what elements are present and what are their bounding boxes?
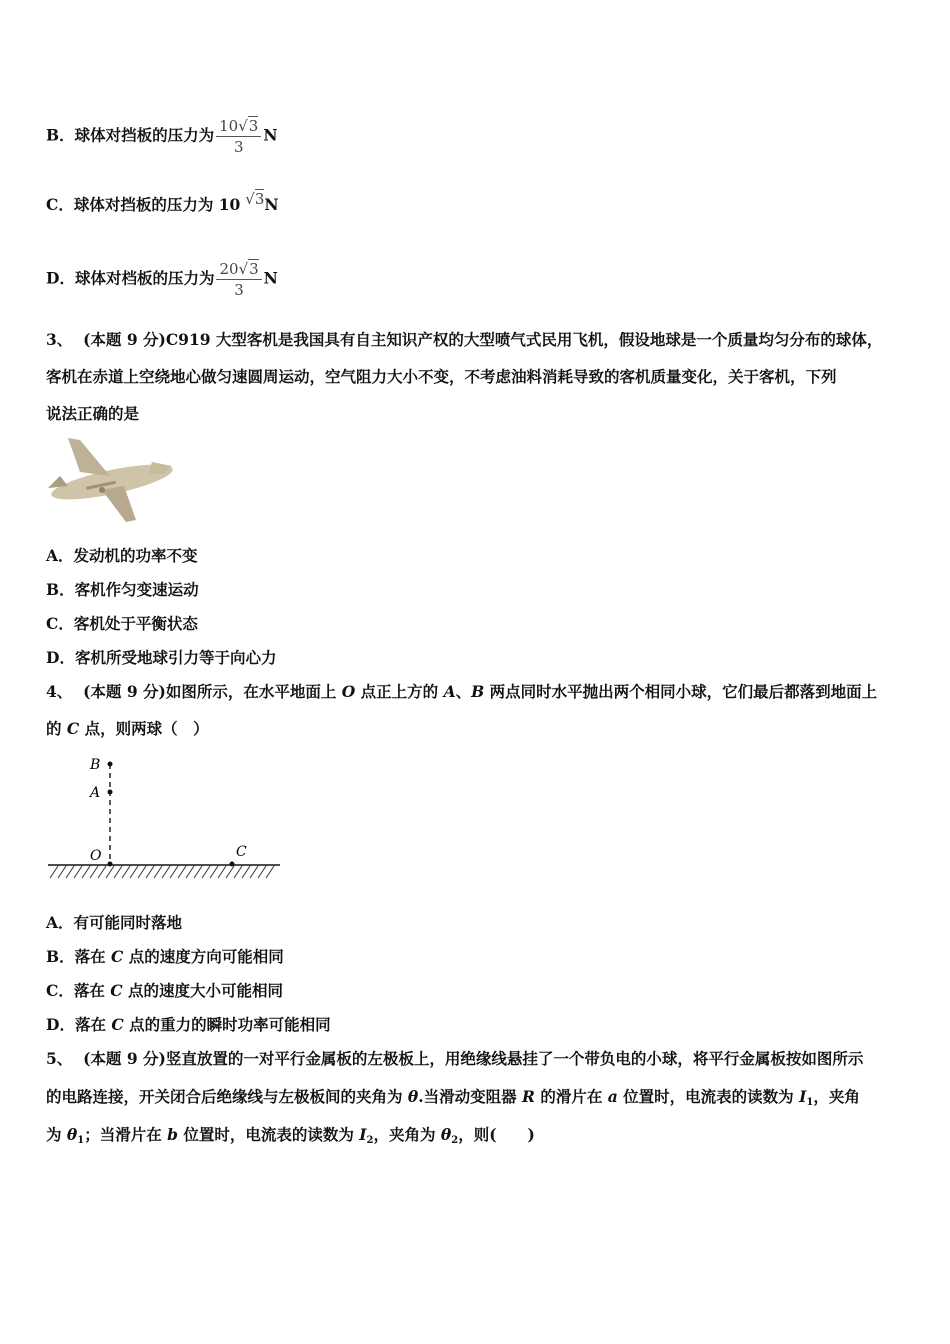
q3-option-c[interactable]: C．客机处于平衡状态 [46, 614, 198, 633]
q4-option-b[interactable]: B．落在 C 点的速度方向可能相同 [46, 947, 284, 966]
q3-option-d[interactable]: D．客机所受地球引力等于向心力 [46, 648, 277, 667]
fraction: $\frac{20√3}{3}$ [216, 259, 261, 300]
q2-option-b[interactable] [46, 116, 278, 157]
projectile-figure [44, 752, 284, 884]
fraction: $\frac{10√3}{3}$ [216, 116, 261, 157]
label-a: A [90, 785, 101, 801]
option-text: 球体对档板的压力为 [74, 268, 215, 288]
q4-stem-line1: 4、 (本题 9 分)如图所示，在水平地面上 O 点正上方的 A、B 两点同时水平抛出两个相同小球，它们最后都落到地面上 [46, 682, 878, 701]
q3-stem-line1: 3、 (本题 9 分)C919 大型客机是我国具有自主知识产权的大型喷气式民用飞机，假设地球是一个质量均匀分布的球体， [46, 330, 883, 349]
option-text: 球体对挡板的压力为 [74, 125, 215, 145]
option-letter: B． [46, 125, 75, 145]
q5-stem-line1: 5、 (本题 9 分)竖直放置的一对平行金属板的左极板上，用绝缘线悬挂了一个带负电的小球，将平行金属板按如图所示 [46, 1049, 864, 1068]
q2-option-c[interactable] [46, 190, 279, 215]
sqrt-expr: √3 [245, 190, 265, 208]
q4-stem-line2: 的 C 点，则两球（ ） [46, 719, 209, 738]
option-letter: C． [46, 195, 74, 214]
option-text: 球体对挡板的压力为 10 [73, 195, 241, 214]
label-o: O [90, 848, 102, 864]
q2-option-d[interactable] [46, 259, 278, 300]
q4-option-c[interactable]: C．落在 C 点的速度大小可能相同 [46, 981, 283, 1000]
q3-stem-line2: 客机在赤道上空绕地心做匀速圆周运动，空气阻力大小不变，不考虑油料消耗导致的客机质量变化，关于客机，下列 [46, 367, 837, 386]
q5-stem-line3: 为 $\theta_1$；当滑片在 b 位置时，电流表的读数为 $I_2$，夹角为 $\theta_2$，则( ) [46, 1125, 535, 1146]
q4-option-a[interactable]: A．有可能同时落地 [46, 913, 183, 932]
ground-hatching [50, 866, 274, 878]
q3-option-b[interactable]: B．客机作匀变速运动 [46, 580, 199, 599]
q3-stem-line3: 说法正确的是 [46, 404, 140, 423]
q4-option-d[interactable]: D．落在 C 点的重力的瞬时功率可能相同 [46, 1015, 331, 1034]
option-letter: D． [46, 268, 75, 288]
point-b [108, 762, 113, 767]
label-c: C [236, 844, 247, 860]
unit: N [264, 195, 279, 214]
q3-option-a[interactable]: A．发动机的功率不变 [46, 546, 198, 565]
unit: N [263, 268, 278, 288]
unit: N [263, 125, 278, 145]
point-a [108, 790, 113, 795]
q5-stem-line2: 的电路连接，开关闭合后绝缘线与左极板间的夹角为 θ.当滑动变阻器 R 的滑片在 a 位置时，电流表的读数为 $I_1$，夹角 [46, 1087, 860, 1108]
airplane-image [40, 432, 180, 524]
label-b: B [90, 757, 101, 773]
